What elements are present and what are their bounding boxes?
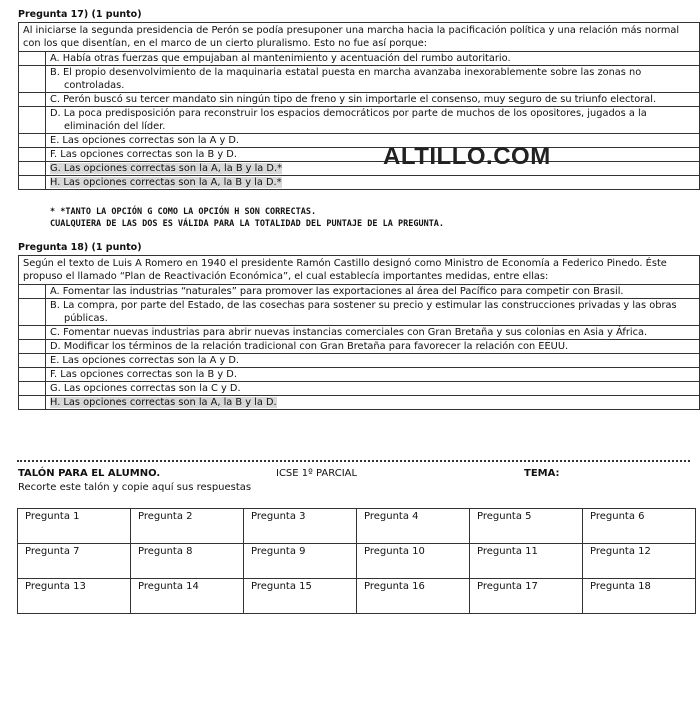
q17-option-f: F. Las opciones correctas son la B y D. bbox=[46, 148, 700, 162]
watermark-logo: ALTILLO.COM bbox=[383, 143, 551, 170]
talon-instruction: Recorte este talón y copie aquí sus respuestas bbox=[18, 482, 252, 493]
answer-note-line-2: CUALQUIERA DE LAS DOS ES VÁLIDA PARA LA TOTALIDAD DEL PUNTAJE DE LA PREGUNTA. bbox=[50, 219, 445, 229]
q17-option-c: C. Perón buscó su tercer mandato sin ningún tipo de freno y sin importarle el consenso, muy seguro de su triunfo electoral. bbox=[46, 93, 700, 107]
answer-cell[interactable]: Pregunta 1 bbox=[18, 509, 131, 544]
answer-cell[interactable]: Pregunta 11 bbox=[470, 544, 583, 579]
question-17-table bbox=[18, 22, 700, 190]
q18-option-c: C. Fomentar nuevas industrias para abrir nuevas instancias comerciales con Gran Bretaña y sus colonias en Asia y África. bbox=[46, 326, 700, 340]
answer-cell[interactable]: Pregunta 17 bbox=[470, 579, 583, 614]
answer-cell[interactable]: Pregunta 2 bbox=[131, 509, 244, 544]
answer-cell[interactable]: Pregunta 15 bbox=[244, 579, 357, 614]
q18-option-f: F. Las opciones correctas son la B y D. bbox=[46, 368, 700, 382]
answer-cell[interactable]: Pregunta 12 bbox=[583, 544, 696, 579]
answer-cell[interactable]: Pregunta 3 bbox=[244, 509, 357, 544]
answer-cell[interactable]: Pregunta 18 bbox=[583, 579, 696, 614]
q18-option-e: E. Las opciones correctas son la A y D. bbox=[46, 354, 700, 368]
question-17-title: Pregunta 17) (1 punto) bbox=[18, 9, 142, 20]
answer-grid bbox=[17, 508, 696, 614]
question-18-table bbox=[18, 255, 700, 410]
q17-option-h: H. Las opciones correctas son la A, la B y la D.* bbox=[50, 177, 282, 188]
answer-cell[interactable]: Pregunta 6 bbox=[583, 509, 696, 544]
q18-option-b: B. La compra, por parte del Estado, de las cosechas para sostener su precio y estimular las construcciones privadas y las obras públicas. bbox=[50, 300, 677, 324]
q17-option-g: G. Las opciones correctas son la A, la B y la D.* bbox=[50, 163, 282, 174]
q17-option-d: D. La poca predisposición para reconstruir los espacios democráticos por parte de muchos de los opositores, jugados a la eliminación del líder. bbox=[50, 108, 647, 132]
talon-label: TALÓN PARA EL ALUMNO. bbox=[18, 468, 161, 479]
q17-option-b: B. El propio desenvolvimiento de la maquinaria estatal puesta en marcha avanzaba inexorablemente sobre las zonas no controladas. bbox=[50, 67, 642, 91]
exam-name: ICSE 1º PARCIAL bbox=[276, 468, 358, 479]
question-17-stem: Al iniciarse la segunda presidencia de Perón se podía presuponer una marcha hacia la pacificación política y una relación más normal con los que disentían, en el marco de un cierto pluralismo. Esto no fue así porque: bbox=[19, 23, 700, 52]
tema-label: TEMA: bbox=[524, 468, 560, 479]
question-18-stem: Según el texto de Luis A Romero en 1940 el presidente Ramón Castillo designó como Ministro de Economía a Federico Pinedo. Éste propuso el llamado “Plan de Reactivación Económica”, el cual establecía importantes medidas, entre ellas: bbox=[19, 256, 700, 285]
answer-note-line-1: * *TANTO LA OPCIÓN G COMO LA OPCIÓN H SON CORRECTAS. bbox=[50, 207, 317, 217]
answer-cell[interactable]: Pregunta 4 bbox=[357, 509, 470, 544]
answer-cell[interactable]: Pregunta 5 bbox=[470, 509, 583, 544]
answer-cell[interactable]: Pregunta 9 bbox=[244, 544, 357, 579]
answer-cell[interactable]: Pregunta 8 bbox=[131, 544, 244, 579]
question-18-title: Pregunta 18) (1 punto) bbox=[18, 242, 142, 253]
answer-cell[interactable]: Pregunta 14 bbox=[131, 579, 244, 614]
q17-option-e: E. Las opciones correctas son la A y D. bbox=[46, 134, 700, 148]
q18-option-a: A. Fomentar las industrias “naturales” para promover las exportaciones al área del Pacífico para competir con Brasil. bbox=[46, 285, 700, 299]
answer-cell[interactable]: Pregunta 10 bbox=[357, 544, 470, 579]
answer-cell[interactable]: Pregunta 16 bbox=[357, 579, 470, 614]
q18-option-d: D. Modificar los términos de la relación tradicional con Gran Bretaña para favorecer la relación con EEUU. bbox=[46, 340, 700, 354]
answer-cell[interactable]: Pregunta 13 bbox=[18, 579, 131, 614]
cut-line bbox=[17, 460, 690, 462]
answer-cell[interactable]: Pregunta 7 bbox=[18, 544, 131, 579]
q18-option-h: H. Las opciones correctas son la A, la B y la D. bbox=[50, 397, 277, 408]
q18-option-g: G. Las opciones correctas son la C y D. bbox=[46, 382, 700, 396]
q17-option-a: A. Había otras fuerzas que empujaban al mantenimiento y acentuación del rumbo autoritario. bbox=[46, 52, 700, 66]
